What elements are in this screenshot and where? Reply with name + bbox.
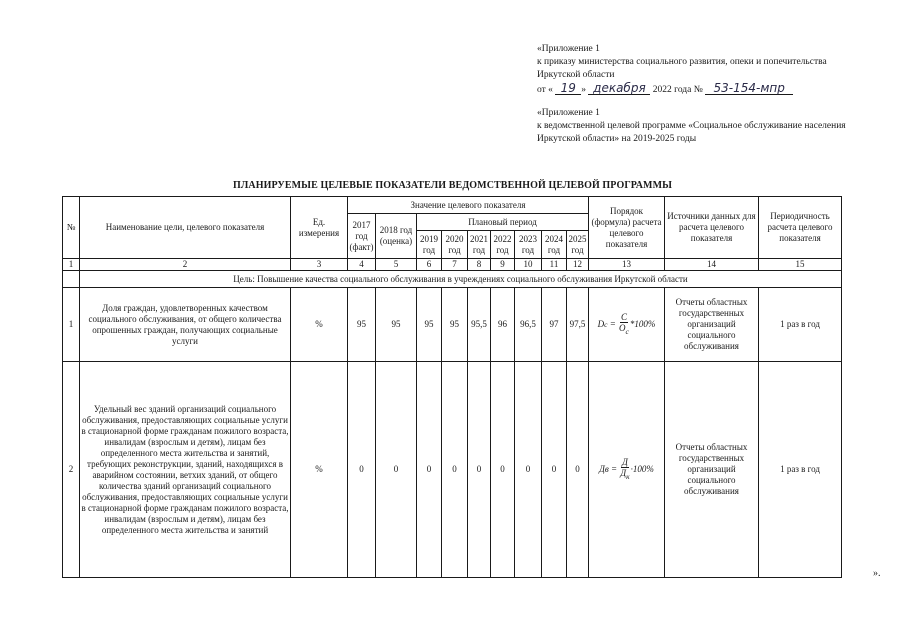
header-year: 2020 год — [442, 231, 468, 259]
appendix-program-block — [537, 107, 846, 146]
goal-row — [63, 271, 842, 288]
col-number: 14 — [665, 259, 759, 271]
table-row — [63, 288, 842, 362]
col-number: 9 — [491, 259, 515, 271]
row-num: 1 — [63, 288, 80, 362]
formula-lhs: D — [597, 318, 605, 329]
date-prefix: от « — [537, 85, 553, 95]
header-2017: 2017 год (факт) — [348, 214, 376, 259]
col-number: 11 — [542, 259, 567, 271]
row-plan-value: 95,5 — [468, 288, 491, 362]
header-name: Наименование цели, целевого показателя — [80, 197, 291, 259]
row-plan-value: 0 — [542, 362, 567, 578]
page-title: ПЛАНИРУЕМЫЕ ЦЕЛЕВЫЕ ПОКАЗАТЕЛИ ВЕДОМСТВЕННОЙ ЦЕЛЕВОЙ ПРОГРАММЫ — [232, 180, 673, 191]
col-number: 15 — [759, 259, 842, 271]
appendix-program-line3: Иркутской области» на 2019-2025 годы — [537, 134, 697, 144]
formula-denominator: O — [619, 323, 626, 334]
header-row-1 — [63, 197, 842, 214]
formula-denominator: Д — [620, 468, 627, 479]
row-unit: % — [291, 288, 348, 362]
formula-tail: *100% — [629, 318, 656, 329]
formula-buildings: Дв = $\frac{Д}{Д_к}$ ·100% — [599, 457, 654, 481]
appendix-order-date-line — [537, 82, 827, 97]
header-planned: Плановый период — [417, 214, 589, 231]
date-day: 19 — [555, 82, 581, 95]
header-num: № — [63, 197, 80, 259]
header-year: 2019 год — [417, 231, 442, 259]
row-unit: % — [291, 362, 348, 578]
formula-fraction — [619, 312, 629, 337]
closing-mark: ». — [873, 568, 881, 579]
formula-numerator: Д — [622, 457, 628, 468]
header-year: 2021 год — [468, 231, 491, 259]
row-period: 1 раз в год — [759, 288, 842, 362]
row-formula — [589, 362, 665, 578]
appendix-program-line1: «Приложение 1 — [537, 108, 600, 118]
appendix-order-line2: к приказу министерства социального развития, опеки и попечительства — [537, 57, 827, 67]
column-numbers-row — [63, 259, 842, 271]
row-period: 1 раз в год — [759, 362, 842, 578]
goal-num-cell — [63, 271, 80, 288]
row-formula — [589, 288, 665, 362]
row-value-2017: 0 — [348, 362, 376, 578]
row-value-2017: 95 — [348, 288, 376, 362]
appendix-program-line2: к ведомственной целевой программе «Социальное обслуживание населения — [537, 121, 846, 131]
row-name: Удельный вес зданий организаций социального обслуживания, предоставляющих социальные услуги в стационарной форме гражданам пожилого возраста, инвалидам (взрослым и детям), лицам без определенного места жительства и занятий, требующих реконструкции, зданий, находящихся в аварийном состоянии, ветхих зданий, от общего количества зданий организаций социального обслуживания, предоставляющих социальные услуги в стационарной форме гражданам пожилого возраста, инвалидам (взрослым и детям), лицам без определенного места жительства и занятий — [80, 362, 291, 578]
row-source: Отчеты областных государственных организаций социального обслуживания — [665, 362, 759, 578]
indicators-table — [62, 196, 842, 578]
formula-tail: ·100% — [630, 463, 654, 474]
col-number: 5 — [376, 259, 417, 271]
header-formula: Порядок (формула) расчета целевого показателя — [589, 197, 665, 259]
appendix-order-line3: Иркутской области — [537, 70, 615, 80]
col-number: 2 — [80, 259, 291, 271]
col-number: 13 — [589, 259, 665, 271]
header-unit: Ед. измерения — [291, 197, 348, 259]
formula-den-sub: к — [626, 471, 630, 481]
row-plan-value: 97 — [542, 288, 567, 362]
header-year: 2024 год — [542, 231, 567, 259]
date-suffix: 2022 года № — [652, 85, 703, 95]
col-number: 8 — [468, 259, 491, 271]
header-year: 2023 год — [515, 231, 542, 259]
row-plan-value: 95 — [442, 288, 468, 362]
row-num: 2 — [63, 362, 80, 578]
row-plan-value: 0 — [515, 362, 542, 578]
row-name: Доля граждан, удовлетворенных качеством социального обслуживания, от общего количества опрошенных граждан, получающих социальные услуги — [80, 288, 291, 362]
formula-lhs-sub: c — [604, 319, 608, 329]
formula-den-sub: c — [625, 326, 629, 336]
formula-satisfaction: D c = $\frac{C}{O_c}$ *100% — [597, 312, 656, 336]
formula-lhs: Дв — [599, 463, 609, 474]
header-year: 2022 год — [491, 231, 515, 259]
row-plan-value: 97,5 — [567, 288, 589, 362]
formula-fraction — [620, 457, 629, 482]
row-plan-value: 0 — [567, 362, 589, 578]
col-number: 10 — [515, 259, 542, 271]
col-number: 12 — [567, 259, 589, 271]
header-year: 2025 год — [567, 231, 589, 259]
row-plan-value: 96,5 — [515, 288, 542, 362]
goal-text: Цель: Повышение качества социального обслуживания в учреждениях социального обслуживания Иркутской области — [80, 271, 842, 288]
row-plan-value: 0 — [468, 362, 491, 578]
col-number: 6 — [417, 259, 442, 271]
col-number: 1 — [63, 259, 80, 271]
order-number: 53-154-мпр — [705, 82, 793, 95]
col-number: 7 — [442, 259, 468, 271]
date-month: декабря — [588, 82, 650, 95]
col-number: 4 — [348, 259, 376, 271]
formula-numerator: C — [620, 312, 627, 323]
header-value-group: Значение целевого показателя — [348, 197, 589, 214]
date-mid: » — [581, 85, 587, 95]
appendix-order-block — [537, 43, 827, 97]
row-plan-value: 0 — [491, 362, 515, 578]
col-number: 3 — [291, 259, 348, 271]
appendix-order-line1: «Приложение 1 — [537, 44, 600, 54]
row-plan-value: 0 — [417, 362, 442, 578]
header-period: Периодичность расчета целевого показателя — [759, 197, 842, 259]
row-plan-value: 96 — [491, 288, 515, 362]
header-2018: 2018 год (оценка) — [376, 214, 417, 259]
row-plan-value: 95 — [417, 288, 442, 362]
table-row — [63, 362, 842, 578]
header-sources: Источники данных для расчета целевого показателя — [665, 197, 759, 259]
row-value-2018: 0 — [376, 362, 417, 578]
row-source: Отчеты областных государственных организаций социального обслуживания — [665, 288, 759, 362]
row-value-2018: 95 — [376, 288, 417, 362]
row-plan-value: 0 — [442, 362, 468, 578]
